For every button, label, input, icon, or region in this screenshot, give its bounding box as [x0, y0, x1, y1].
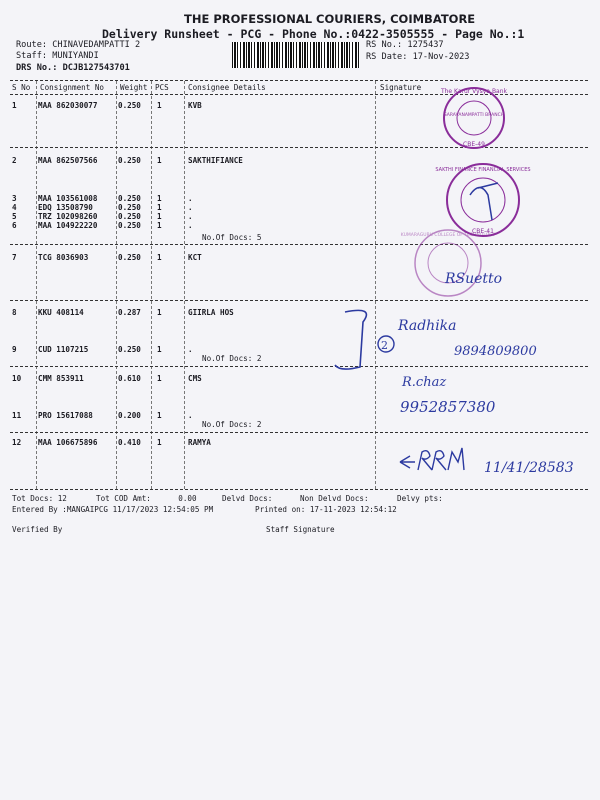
row-weight: 0.610	[118, 374, 141, 383]
row-consignment: TCG 8036903	[38, 253, 89, 262]
company-title: THE PROFESSIONAL COURIERS, COIMBATORE	[184, 12, 476, 26]
row-consignment: CUD 1107215	[38, 345, 89, 354]
row-consignment: MAA 862030077	[38, 101, 98, 110]
row-pcs: 1	[157, 194, 162, 203]
row-pcs: 1	[157, 308, 162, 317]
divider	[10, 80, 588, 81]
row-sno: 8	[12, 308, 17, 317]
row-weight: 0.250	[118, 253, 141, 262]
arrow-mark	[400, 456, 415, 468]
column-line	[116, 81, 117, 489]
row-weight: 0.250	[118, 101, 141, 110]
row-weight: 0.250	[118, 212, 141, 221]
row-sno: 9	[12, 345, 17, 354]
row-pcs: 1	[157, 212, 162, 221]
delvy-pts: Delvy pts:	[397, 494, 443, 503]
handwritten-name: Radhika	[398, 318, 457, 334]
tot-docs: Tot Docs: 12	[12, 494, 67, 503]
circled-mark	[378, 336, 394, 352]
rs-date: RS Date: 17-Nov-2023	[366, 52, 470, 62]
stamp-text: The Karur Vysya Bank	[440, 88, 508, 95]
row-sno: 3	[12, 194, 17, 203]
no-of-docs: No.Of Docs: 2	[202, 354, 262, 363]
row-pcs: 1	[157, 221, 162, 230]
row-consignee: RAMYA	[188, 438, 211, 447]
row-sno: 1	[12, 101, 17, 110]
row-consignment: PRO 15617088	[38, 411, 93, 420]
handwritten-phone: 9952857380	[400, 398, 496, 416]
handwritten-phone: 9894809800	[454, 344, 537, 359]
column-line	[184, 81, 185, 489]
row-consignee: KVB	[188, 101, 202, 110]
sakthi-finance-stamp	[435, 164, 530, 236]
row-consignment: TRZ 102098260	[38, 212, 98, 221]
row-weight: 0.250	[118, 345, 141, 354]
delvd-docs: Delvd Docs:	[222, 494, 273, 503]
handwritten-signature-row12	[418, 448, 464, 470]
row-weight: 0.410	[118, 438, 141, 447]
stamp-text: SARAVANAMPATTI BRANCH	[443, 113, 505, 118]
divider	[10, 366, 588, 367]
row-sno: 10	[12, 374, 22, 383]
col-consignment: Consignment No	[40, 83, 105, 92]
row-consignee: .	[188, 194, 193, 203]
row-pcs: 1	[157, 438, 162, 447]
col-consignee: Consignee Details	[188, 83, 266, 92]
row-weight: 0.287	[118, 308, 141, 317]
row-consignee: SAKTHIFIANCE	[188, 156, 243, 165]
row-pcs: 1	[157, 203, 162, 212]
row-weight: 0.250	[118, 194, 141, 203]
row-weight: 0.250	[118, 221, 141, 230]
handwritten-time: 11/41/28583	[484, 460, 574, 476]
runsheet-title: Delivery Runsheet - PCG - Phone No.:0422-3505555 - Page No.:1	[102, 27, 525, 41]
staff-label: Staff: MUNIYANDI	[16, 51, 99, 61]
divider	[10, 244, 588, 245]
row-consignee: CMS	[188, 374, 202, 383]
row-pcs: 1	[157, 411, 162, 420]
rs-number: RS No.: 1275437	[366, 40, 444, 50]
row-sno: 11	[12, 411, 22, 420]
column-line	[375, 81, 376, 489]
handwritten-signature: RSuetto	[445, 271, 503, 287]
row-consignment: EDQ 13508790	[38, 203, 93, 212]
handwritten-name: R.chaz	[402, 375, 447, 390]
row-pcs: 1	[157, 374, 162, 383]
row-weight: 0.250	[118, 203, 141, 212]
verified-by: Verified By	[12, 525, 63, 534]
row-consignment: CMM 853911	[38, 374, 84, 383]
divider	[10, 489, 588, 490]
row-sno: 5	[12, 212, 17, 221]
divider	[10, 94, 588, 95]
divider	[10, 147, 588, 148]
barcode	[232, 42, 360, 68]
column-line	[36, 81, 37, 489]
no-of-docs: No.Of Docs: 5	[202, 233, 262, 242]
col-signature: Signature	[380, 83, 422, 92]
divider	[10, 300, 588, 301]
printed-on: Printed on: 17-11-2023 12:54:12	[255, 505, 397, 514]
row-consignee: .	[188, 411, 193, 420]
row-consignment: KKU 408114	[38, 308, 84, 317]
row-consignee: .	[188, 221, 193, 230]
column-line	[151, 81, 152, 489]
row-weight: 0.250	[118, 156, 141, 165]
row-pcs: 1	[157, 101, 162, 110]
stamp-text: CBE-41	[472, 228, 494, 235]
row-sno: 4	[12, 203, 17, 212]
col-weight: Weight	[120, 83, 148, 92]
row-weight: 0.200	[118, 411, 141, 420]
row-consignee: KCT	[188, 253, 202, 262]
row-pcs: 1	[157, 156, 162, 165]
row-consignee: .	[188, 203, 193, 212]
entered-by: Entered By :MANGAIPCG 11/17/2023 12:54:05 PM	[12, 505, 214, 514]
route-label: Route: CHINAVEDAMPATTI 2	[16, 40, 141, 50]
row-sno: 7	[12, 253, 17, 262]
bracket-mark	[335, 310, 366, 369]
drs-number: DRS No.: DCJB127543701	[16, 63, 130, 73]
kct-stamp	[401, 230, 496, 296]
non-delvd-docs: Non Delvd Docs:	[300, 494, 369, 503]
stamp-text: KUMARAGURU COLLEGE OF TECHNOLOGY	[400, 233, 496, 238]
row-consignment: MAA 103561008	[38, 194, 98, 203]
row-consignee: .	[188, 212, 193, 221]
col-sno: S No	[12, 83, 31, 92]
col-pcs: PCS	[155, 83, 169, 92]
row-consignment: MAA 106675896	[38, 438, 98, 447]
stamp-text: SAKTHI FINANCE FINANCIAL SERVICES	[435, 167, 531, 173]
row-consignment: MAA 862507566	[38, 156, 98, 165]
divider	[10, 432, 588, 433]
row-consignment: MAA 104922220	[38, 221, 98, 230]
staff-signature: Staff Signature	[266, 525, 335, 534]
row-consignee: GIIRLA HOS	[188, 308, 234, 317]
no-of-docs: No.Of Docs: 2	[202, 420, 262, 429]
row-sno: 12	[12, 438, 22, 447]
row-sno: 6	[12, 221, 17, 230]
karur-vysya-stamp	[440, 88, 508, 148]
row-pcs: 1	[157, 345, 162, 354]
circled-number: 2	[381, 339, 388, 352]
tot-cod: Tot COD Amt: 0.00	[96, 494, 197, 503]
row-sno: 2	[12, 156, 17, 165]
row-consignee: .	[188, 345, 193, 354]
stamp-text: CBE-49	[463, 141, 485, 148]
row-pcs: 1	[157, 253, 162, 262]
